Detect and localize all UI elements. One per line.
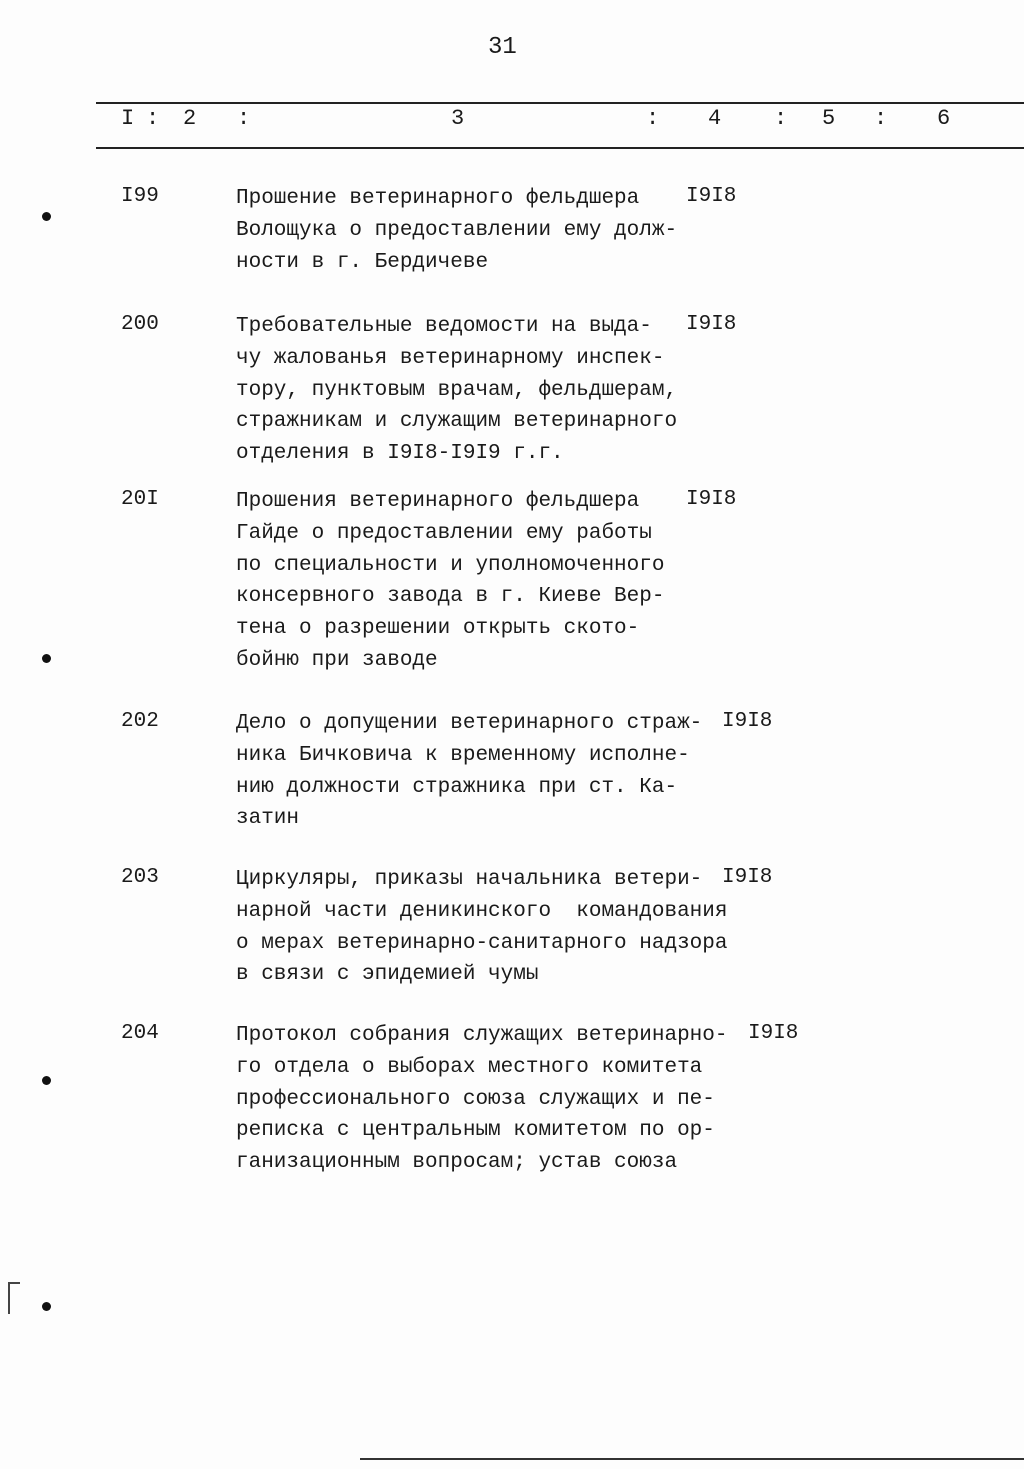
entry-year: I9I8 <box>686 185 737 208</box>
description-line: Циркуляры, приказы начальника ветери- <box>236 868 703 891</box>
header-col-3: 3 <box>451 106 465 131</box>
entry-number: 200 <box>121 313 159 336</box>
description-line: отделения в I9I8-I9I9 г.г. <box>236 442 564 466</box>
header-col-4: 4 <box>708 106 722 131</box>
entry-year: I9I8 <box>722 866 773 889</box>
bottom-rule <box>360 1458 1024 1460</box>
description-line: затин <box>236 807 300 831</box>
entry-number: 203 <box>121 866 159 889</box>
header-col-6: 6 <box>937 106 951 131</box>
header-bottom-rule <box>96 147 1024 149</box>
binding-hole <box>42 1076 51 1085</box>
description-line: тена о разрешении открыть ското- <box>236 617 640 641</box>
description-line: ганизационным вопросам; устав союза <box>236 1151 678 1175</box>
header-sep: : <box>237 106 251 131</box>
description-line: профессионального союза служащих и пе- <box>236 1087 715 1111</box>
description-line: бойню при заводе <box>236 648 438 672</box>
header-sep: : <box>146 106 160 131</box>
corner-mark <box>8 1282 20 1314</box>
description-line: го отдела о выборах местного комитета <box>236 1055 703 1079</box>
header-top-rule <box>96 102 1024 104</box>
entry-description <box>236 486 664 677</box>
entry-description <box>236 864 727 991</box>
description-line: нарной части деникинского командования <box>236 899 728 923</box>
description-line: стражникам и служащим ветеринарного <box>236 410 678 434</box>
entry-description <box>236 708 702 835</box>
header-col-5: 5 <box>822 106 836 131</box>
page-number: 31 <box>488 34 517 61</box>
header-sep: : <box>646 106 660 131</box>
description-line: нию должности стражника при ст. Ка- <box>236 775 678 799</box>
entry-year: I9I8 <box>686 488 737 511</box>
description-line: Гайде о предоставлении ему работы <box>236 521 652 545</box>
description-line: Прошение ветеринарного фельдшера <box>236 187 640 210</box>
description-line: в связи с эпидемией чумы <box>236 963 539 987</box>
header-col-1: I <box>121 106 135 131</box>
binding-hole <box>42 1302 51 1311</box>
entry-number: 20I <box>121 488 159 511</box>
description-line: Волощука о предоставлении ему долж- <box>236 218 678 242</box>
description-line: Дело о допущении ветеринарного страж- <box>236 712 703 735</box>
entry-number: 202 <box>121 710 159 733</box>
binding-hole <box>42 654 51 663</box>
header-sep: : <box>774 106 788 131</box>
binding-hole <box>42 212 51 221</box>
entry-number: 204 <box>121 1022 159 1045</box>
entry-description <box>236 183 677 278</box>
header-col-2: 2 <box>183 106 197 131</box>
entry-year: I9I8 <box>722 710 773 733</box>
description-line: Протокол собрания служащих ветеринарно- <box>236 1024 728 1047</box>
entry-number: I99 <box>121 185 159 208</box>
description-line: реписка с центральным комитетом по ор- <box>236 1119 715 1143</box>
description-line: консервного завода в г. Киеве Вер- <box>236 585 665 609</box>
entry-year: I9I8 <box>748 1022 799 1045</box>
header-sep: : <box>874 106 888 131</box>
description-line: ности в г. Бердичеве <box>236 250 489 274</box>
description-line: по специальности и уполномоченного <box>236 553 665 577</box>
description-line: тору, пунктовым врачам, фельдшерам, <box>236 378 678 402</box>
entry-year: I9I8 <box>686 313 737 336</box>
description-line: ника Бичковича к временному исполне- <box>236 743 690 767</box>
entry-description <box>236 1020 727 1179</box>
description-line: Прошения ветеринарного фельдшера <box>236 490 640 513</box>
description-line: чу жалованья ветеринарному инспек- <box>236 346 665 370</box>
description-line: о мерах ветеринарно-санитарного надзора <box>236 931 728 955</box>
entry-description <box>236 311 677 470</box>
description-line: Требовательные ведомости на выда- <box>236 315 652 338</box>
